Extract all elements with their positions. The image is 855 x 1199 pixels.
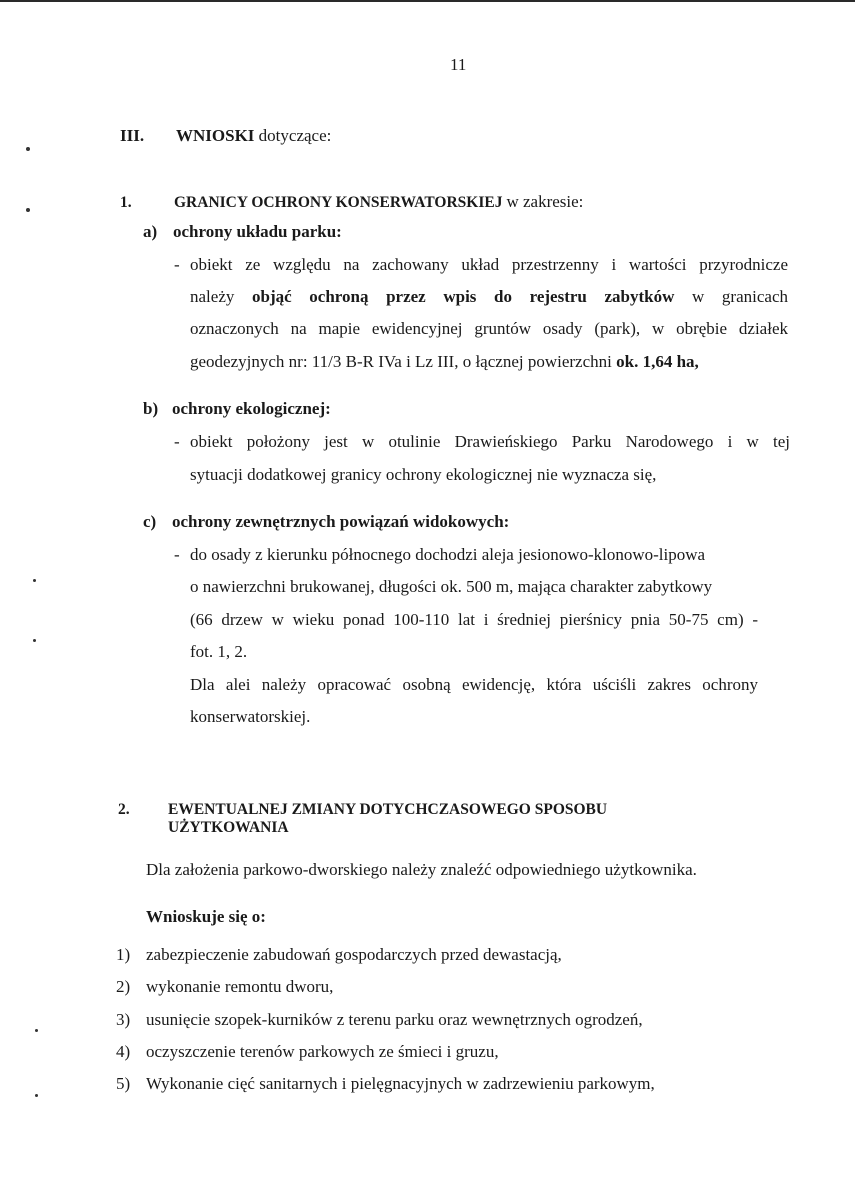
- item1a-line2-bold: objąć ochroną przez wpis do rejestru zabytków: [251, 287, 675, 306]
- scan-speck: [33, 639, 36, 642]
- request-text: wykonanie remontu dworu,: [146, 977, 334, 996]
- item1a-line3: oznaczonych na mapie ewidencyjnej gruntów osady (park), w obrębie działek: [190, 319, 788, 338]
- item1b-heading: ochrony ekologicznej:: [172, 399, 331, 418]
- scan-speck: [26, 208, 30, 212]
- item1c-dash: -: [174, 545, 180, 564]
- page-number: 11: [450, 55, 467, 74]
- item2-body: Dla założenia parkowo-dworskiego należy znaleźć odpowiedniego użytkownika.: [146, 860, 697, 879]
- item1a-letter: a): [143, 222, 158, 241]
- request-num: 5): [116, 1074, 131, 1093]
- item1a-line4: [190, 353, 699, 370]
- item1c-line2: o nawierzchni brukowanej, długości ok. 500 m, mająca charakter zabytkowy: [190, 577, 713, 596]
- item1a-heading: ochrony układu parku:: [173, 222, 342, 241]
- section-title: WNIOSKI: [176, 126, 255, 145]
- item1b-dash: -: [174, 432, 180, 451]
- item1c-line1: do osady z kierunku północnego dochodzi aleja jesionowo-klonowo-lipowa: [190, 545, 706, 564]
- item2-request-heading: Wnioskuje się o:: [146, 907, 266, 926]
- item1b-letter: b): [143, 399, 159, 418]
- request-num: 3): [116, 1010, 131, 1029]
- item2-title-line2: UŻYTKOWANIA: [168, 819, 289, 836]
- item1-title: GRANICY OCHRONY KONSERWATORSKIEJ: [174, 194, 503, 211]
- request-text: oczyszczenie terenów parkowych ze śmieci i gruzu,: [146, 1042, 499, 1061]
- item1c-line3: (66 drzew w wieku ponad 100-110 lat i średniej pierśnicy pnia 50-75 cm) -: [190, 610, 758, 629]
- item1a-line2-pre: należy: [190, 287, 235, 306]
- item1b-line1: obiekt położony jest w otulinie Drawieńskiego Parku Narodowego i w tej: [190, 432, 790, 451]
- section-numeral: III.: [120, 126, 145, 145]
- item1-number: 1.: [120, 194, 132, 211]
- item1a-line4-bold: ok. 1,64 ha,: [616, 352, 699, 371]
- request-text: Wykonanie cięć sanitarnych i pielęgnacyjnych w zadrzewieniu parkowym,: [146, 1074, 655, 1093]
- item1a-line1: obiekt ze względu na zachowany układ przestrzenny i wartości przyrodnicze: [190, 255, 788, 274]
- request-text: usunięcie szopek-kurników z terenu parku oraz wewnętrznych ogrodzeń,: [146, 1010, 643, 1029]
- section-heading: [176, 127, 331, 144]
- section-title-rest: dotyczące:: [258, 126, 332, 145]
- scan-speck: [26, 147, 30, 151]
- item1-title-rest: w zakresie:: [506, 192, 584, 211]
- item1a-dash: -: [174, 255, 180, 274]
- item1-heading: [174, 193, 583, 212]
- item1c-line6: konserwatorskiej.: [190, 707, 311, 726]
- item1a-line4-pre: geodezyjnych nr: 11/3 B-R IVa i Lz III, o łącznej powierzchni: [190, 352, 612, 371]
- scan-speck: [35, 1029, 38, 1032]
- request-num: 4): [116, 1042, 131, 1061]
- request-text: zabezpieczenie zabudowań gospodarczych przed dewastacją,: [146, 945, 562, 964]
- item1c-letter: c): [143, 512, 157, 531]
- item1b-line2: sytuacji dodatkowej granicy ochrony ekologicznej nie wyznacza się,: [190, 465, 657, 484]
- item1a-line2: [190, 288, 788, 305]
- item1c-line4: fot. 1, 2.: [190, 642, 248, 661]
- request-num: 2): [116, 977, 131, 996]
- item1c-line5: Dla alei należy opracować osobną ewidencję, która uściśli zakres ochrony: [190, 675, 758, 694]
- scan-speck: [33, 579, 36, 582]
- item1a-line2-post: w granicach: [692, 287, 788, 306]
- item1c-heading: ochrony zewnętrznych powiązań widokowych:: [172, 512, 510, 531]
- scan-speck: [35, 1094, 38, 1097]
- item2-number: 2.: [118, 801, 130, 818]
- request-num: 1): [116, 945, 131, 964]
- item2-title-line1: EWENTUALNEJ ZMIANY DOTYCHCZASOWEGO SPOSOBU: [168, 801, 608, 818]
